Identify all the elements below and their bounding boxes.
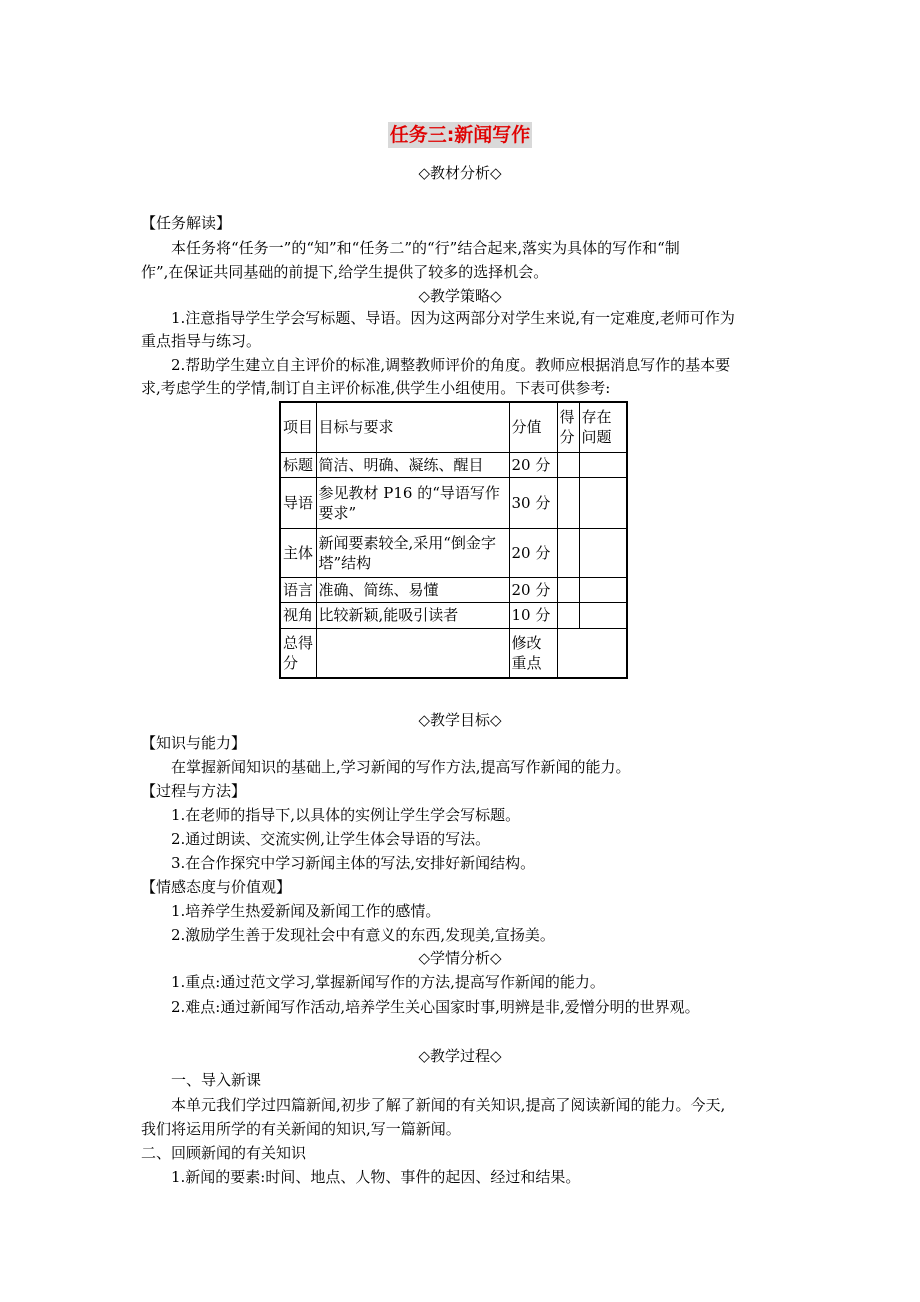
paragraph-line: 1.注意指导学生学会写标题、导语。因为这两部分对学生来说,有一定难度,老师可作为: [171, 309, 735, 327]
score-cell: 30 分: [509, 477, 557, 528]
table-row: [280, 528, 627, 577]
table-row: [280, 452, 627, 477]
table-row: [280, 577, 627, 602]
paragraph-line: 我们将运用所学的有关新闻的知识,写一篇新闻。: [141, 1120, 461, 1138]
empty-cell: [557, 477, 579, 528]
paragraph-line: 作”,在保证共同基础的前提下,给学生提供了较多的选择机会。: [141, 263, 549, 281]
table-footer-row: [280, 628, 627, 678]
score-cell: 20 分: [509, 452, 557, 477]
knowledge-heading: 【知识与能力】: [141, 734, 247, 752]
paragraph-line: 在掌握新闻知识的基础上,学习新闻的写作方法,提高写作新闻的能力。: [171, 758, 631, 776]
page-title: 任务三:新闻写作: [389, 124, 531, 146]
paragraph-line: 2.激励学生善于发现社会中有意义的东西,发现美,宣扬美。: [171, 926, 555, 944]
total-score-label: 总得分: [280, 628, 316, 678]
header-cell: 目标与要求: [316, 402, 509, 452]
item-cell: 语言: [280, 577, 316, 602]
goal-cell: 新闻要素较全,采用“倒金字塔”结构: [316, 528, 509, 577]
section-heading-student-analysis: ◇学情分析◇: [418, 949, 502, 967]
emotion-heading: 【情感态度与价值观】: [141, 878, 292, 896]
goal-cell: 比较新颖,能吸引读者: [316, 602, 509, 628]
intro-heading: 一、导入新课: [171, 1071, 262, 1089]
paragraph-line: 1.在老师的指导下,以具体的实例让学生学会写标题。: [171, 806, 521, 824]
paragraph-line: 2.难点:通过新闻写作活动,培养学生关心国家时事,明辨是非,爱憎分明的世界观。: [171, 998, 700, 1016]
table-header-row: [280, 402, 627, 452]
section-heading-teaching-goals: ◇教学目标◇: [418, 711, 502, 729]
score-cell: 20 分: [509, 528, 557, 577]
empty-cell: [579, 477, 627, 528]
goal-cell: 准确、简练、易懂: [316, 577, 509, 602]
table-row: [280, 602, 627, 628]
process-method-heading: 【过程与方法】: [141, 782, 247, 800]
empty-cell: [557, 628, 627, 678]
item-cell: 视角: [280, 602, 316, 628]
paragraph-line: 2.通过朗读、交流实例,让学生体会导语的写法。: [171, 830, 491, 848]
section-heading-teaching-process: ◇教学过程◇: [418, 1047, 502, 1065]
paragraph-line: 本单元我们学过四篇新闻,初步了解了新闻的有关知识,提高了阅读新闻的能力。今天,: [171, 1096, 726, 1114]
empty-cell: [579, 452, 627, 477]
revise-focus-label: 修改重点: [509, 628, 557, 678]
paragraph-line: 重点指导与练习。: [141, 332, 262, 350]
section-heading-teaching-strategy: ◇教学策略◇: [418, 287, 502, 305]
header-cell: 项目: [280, 402, 316, 452]
evaluation-table: [279, 401, 628, 679]
score-cell: 20 分: [509, 577, 557, 602]
paragraph-line: 1.重点:通过范文学习,掌握新闻写作的方法,提高写作新闻的能力。: [171, 973, 605, 991]
empty-cell: [579, 602, 627, 628]
header-cell: 得分: [557, 402, 579, 452]
empty-cell: [557, 452, 579, 477]
task-reading-heading: 【任务解读】: [141, 214, 232, 232]
item-cell: 标题: [280, 452, 316, 477]
header-cell: 分值: [509, 402, 557, 452]
paragraph-line: 本任务将“任务一”的“知”和“任务二”的“行”结合起来,落实为具体的写作和“制: [171, 239, 680, 257]
paragraph-line: 3.在合作探究中学习新闻主体的写法,安排好新闻结构。: [171, 854, 536, 872]
goal-cell: 简洁、明确、凝练、醒目: [316, 452, 509, 477]
empty-cell: [557, 577, 579, 602]
paragraph-line: 1.新闻的要素:时间、地点、人物、事件的起因、经过和结果。: [171, 1168, 581, 1186]
header-cell: 存在问题: [579, 402, 627, 452]
paragraph-line: 1.培养学生热爱新闻及新闻工作的感情。: [171, 902, 441, 920]
empty-cell: [579, 577, 627, 602]
review-heading: 二、回顾新闻的有关知识: [141, 1144, 307, 1162]
empty-cell: [579, 528, 627, 577]
section-heading-material-analysis: ◇教材分析◇: [418, 164, 502, 182]
empty-cell: [557, 528, 579, 577]
item-cell: 主体: [280, 528, 316, 577]
empty-cell: [557, 602, 579, 628]
goal-cell: 参见教材 P16 的“导语写作要求”: [316, 477, 509, 528]
paragraph-line: 求,考虑学生的学情,制订自主评价标准,供学生小组使用。下表可供参考:: [141, 379, 611, 397]
table-row: [280, 477, 627, 528]
empty-cell: [316, 628, 509, 678]
paragraph-line: 2.帮助学生建立自主评价的标准,调整教师评价的角度。教师应根据消息写作的基本要: [171, 356, 731, 374]
item-cell: 导语: [280, 477, 316, 528]
score-cell: 10 分: [509, 602, 557, 628]
